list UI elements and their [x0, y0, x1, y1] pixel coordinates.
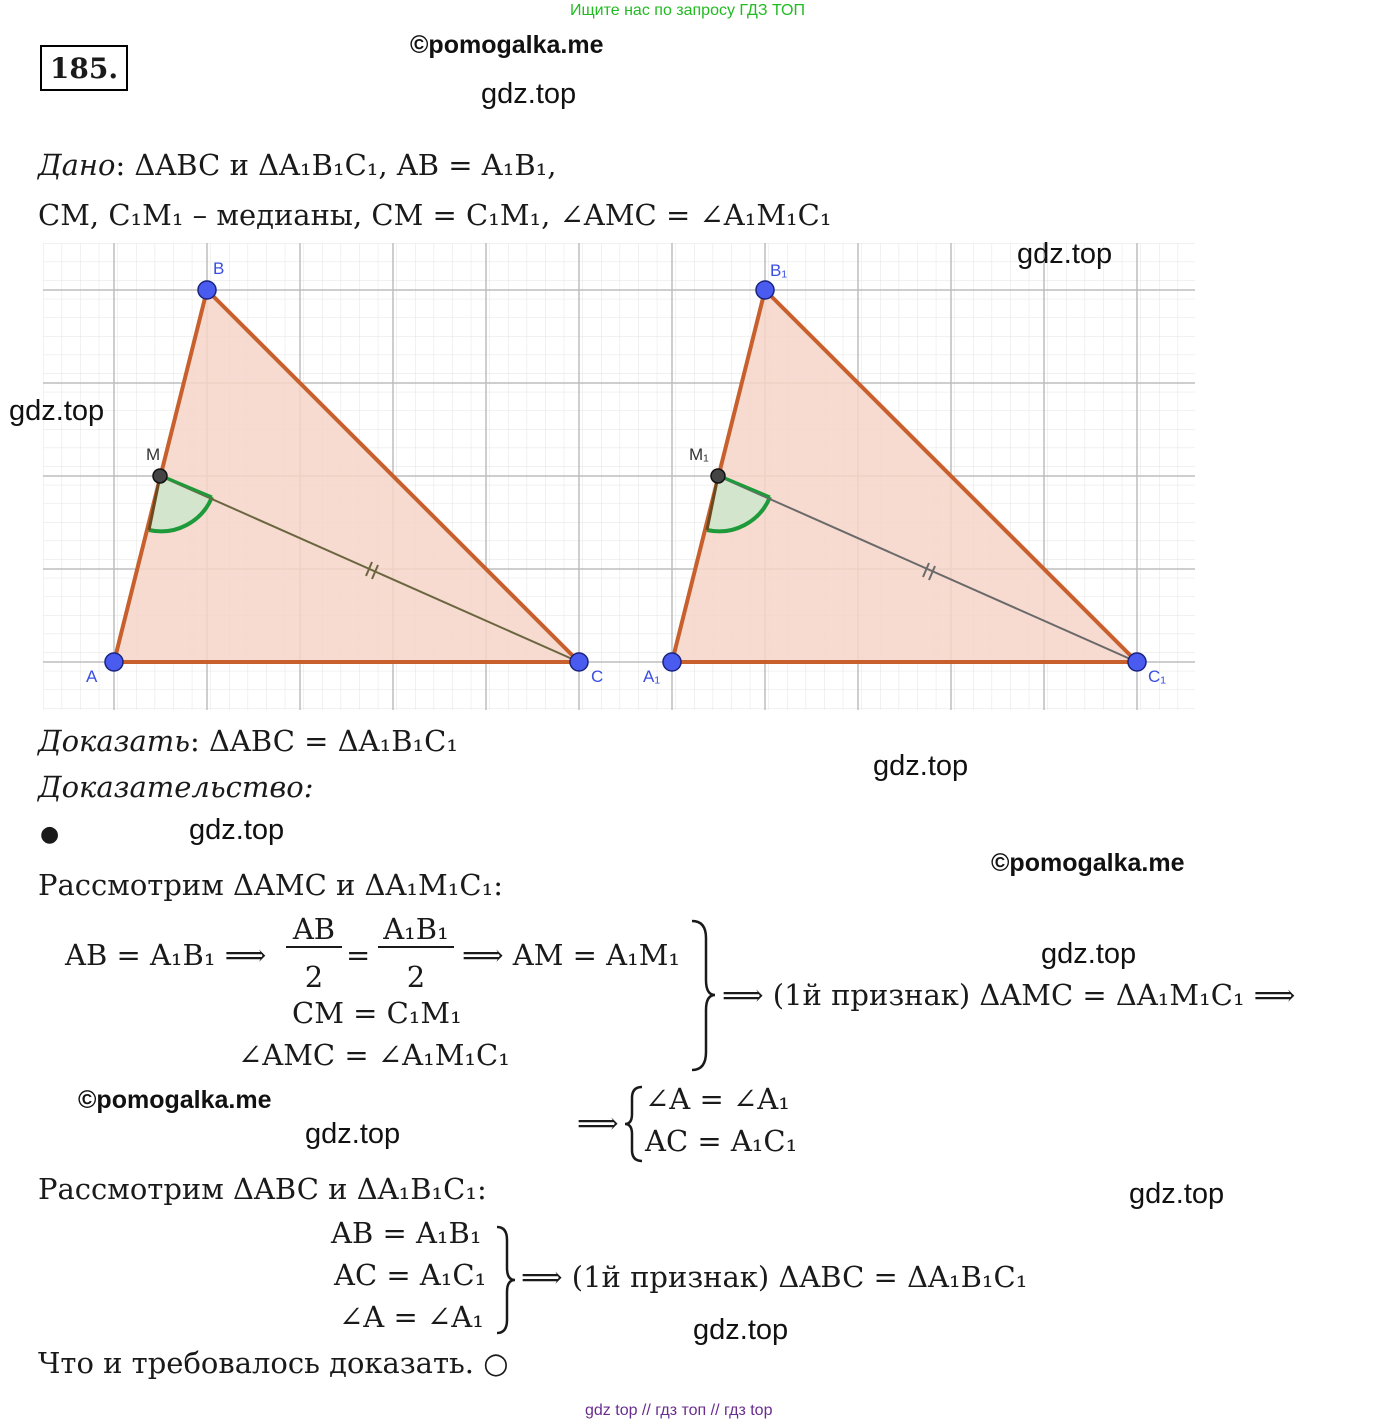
- step2-eq3: ∠A = ∠A₁: [339, 1300, 484, 1334]
- given-line-1: [38, 148, 557, 182]
- point-b: [198, 281, 216, 299]
- label-a1: A₁: [643, 667, 661, 686]
- fraction-1-numerator: AB: [286, 912, 342, 948]
- step1-conclusion: ⟹ (1й признак) ΔAMC = ΔA₁M₁C₁ ⟹: [722, 978, 1296, 1012]
- watermark-pomogalka: ©pomogalka.me: [410, 31, 604, 59]
- step1-intro: Рассмотрим ΔAMC и ΔA₁M₁C₁:: [38, 868, 503, 902]
- watermark-pomogalka: ©pomogalka.me: [78, 1086, 272, 1114]
- watermark-gdz: gdz.top: [1017, 238, 1113, 270]
- point-m1: [711, 469, 725, 483]
- step1-eq3: ∠AMC = ∠A₁M₁C₁: [238, 1038, 510, 1072]
- problem-number: 185.: [40, 45, 128, 91]
- left-brace-1: [622, 1084, 646, 1164]
- given-text-1: : ΔABC и ΔA₁B₁C₁, AB = A₁B₁,: [115, 148, 557, 182]
- step2-eq2: AC = A₁C₁: [334, 1258, 487, 1292]
- point-a1: [663, 653, 681, 671]
- step2-eq1: AB = A₁B₁: [331, 1216, 482, 1250]
- watermark-gdz: gdz.top: [9, 395, 105, 427]
- label-c1: C₁: [1148, 667, 1167, 686]
- watermark-gdz: gdz.top: [305, 1118, 401, 1150]
- proof-label: Доказательство:: [38, 770, 314, 804]
- label-b1: B₁: [770, 261, 788, 280]
- prove-label: Доказать: [38, 724, 191, 758]
- prove-line: [38, 724, 458, 758]
- ending-text: Что и требовалось доказать. ○: [38, 1346, 509, 1380]
- bottom-banner: gdz top // гдз топ // гдз top: [585, 1402, 773, 1419]
- step2-conclusion: ⟹ (1й признак) ΔABC = ΔA₁B₁C₁: [521, 1260, 1028, 1294]
- point-a: [105, 653, 123, 671]
- prove-text: : ΔABC = ΔA₁B₁C₁: [190, 724, 458, 758]
- given-label: Дано: [38, 148, 116, 182]
- top-banner: Ищите нас по запросу ГДЗ ТОП: [570, 2, 805, 19]
- step1-result2: AC = A₁C₁: [645, 1124, 798, 1158]
- watermark-pomogalka: ©pomogalka.me: [991, 849, 1185, 877]
- step1-eq2: CM = C₁M₁: [292, 996, 462, 1030]
- right-brace-1: [688, 918, 718, 1073]
- step1-eq1-left: AB = A₁B₁ ⟹: [65, 938, 267, 972]
- fraction-1-denominator: 2: [304, 960, 324, 994]
- watermark-gdz: gdz.top: [481, 78, 577, 110]
- label-m: M: [146, 445, 161, 464]
- label-m1: M₁: [689, 445, 709, 464]
- label-c: C: [591, 667, 604, 686]
- point-m: [153, 469, 167, 483]
- given-line-2: CM, C₁M₁ – медианы, CM = C₁M₁, ∠AMC = ∠A₁M₁C₁: [38, 198, 832, 232]
- point-c1: [1128, 653, 1146, 671]
- fraction-2-numerator: A₁B₁: [378, 912, 454, 948]
- right-brace-2: [493, 1224, 519, 1336]
- step1-implies: ⟹: [577, 1106, 619, 1140]
- watermark-gdz: gdz.top: [1129, 1178, 1225, 1210]
- watermark-gdz: gdz.top: [1041, 938, 1137, 970]
- point-b1: [756, 281, 774, 299]
- step2-intro: Рассмотрим ΔABC и ΔA₁B₁C₁:: [38, 1172, 487, 1206]
- bullet: ●: [40, 822, 60, 847]
- watermark-gdz: gdz.top: [693, 1314, 789, 1346]
- fraction-2-denominator: 2: [406, 960, 426, 994]
- step1-result1: ∠A = ∠A₁: [645, 1082, 790, 1116]
- step1-eq1-right: ⟹ AM = A₁M₁: [462, 938, 681, 972]
- point-c: [570, 653, 588, 671]
- watermark-gdz: gdz.top: [873, 750, 969, 782]
- label-a: A: [86, 667, 98, 686]
- watermark-gdz: gdz.top: [189, 814, 285, 846]
- label-b: B: [213, 259, 225, 278]
- step1-equals: =: [346, 938, 371, 972]
- triangles-figure: [0, 240, 1400, 712]
